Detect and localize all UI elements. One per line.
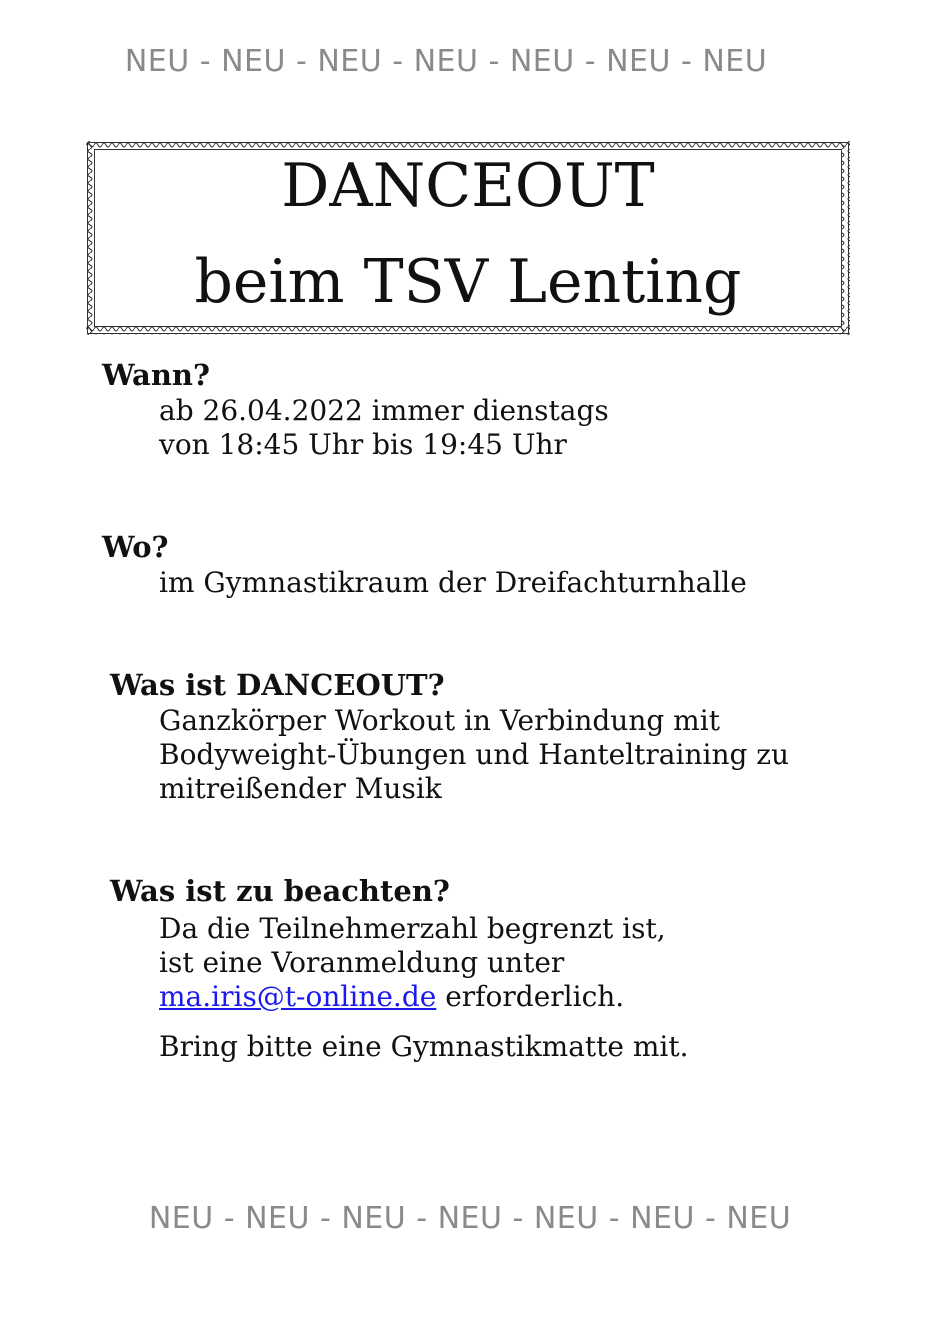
wann-line-1: ab 26.04.2022 immer dienstags [159,394,609,427]
email-link[interactable]: ma.iris@t-online.de [159,980,437,1013]
banner-top: NEU - NEU - NEU - NEU - NEU - NEU - NEU [124,44,768,79]
wo-line-1: im Gymnastikraum der Dreifachturnhalle [159,566,747,599]
heading-wo: Wo? [102,530,169,564]
title-line-2: beim TSV Lenting [194,247,742,317]
heading-wann: Wann? [102,358,210,392]
heading-beachten: Was ist zu beachten? [110,874,450,908]
was-line-2: Bodyweight-Übungen und Hanteltraining zu [159,738,790,771]
beachten-line-2: ist eine Voranmeldung unter [159,946,565,979]
beachten-line-4: Bring bitte eine Gymnastikmatte mit. [159,1030,689,1063]
wann-line-2: von 18:45 Uhr bis 19:45 Uhr [159,428,567,461]
beachten-line-3 [159,980,624,1014]
was-line-3: mitreißender Musik [159,772,442,805]
title-box [86,141,850,335]
title-line-1: DANCEOUT [281,151,655,221]
beachten-line-3-suffix: erforderlich. [436,980,625,1013]
was-line-1: Ganzkörper Workout in Verbindung mit [159,704,720,737]
heading-was: Was ist DANCEOUT? [110,668,445,702]
banner-bottom: NEU - NEU - NEU - NEU - NEU - NEU - NEU [148,1201,792,1236]
beachten-line-1: Da die Teilnehmerzahl begrenzt ist, [159,912,666,945]
